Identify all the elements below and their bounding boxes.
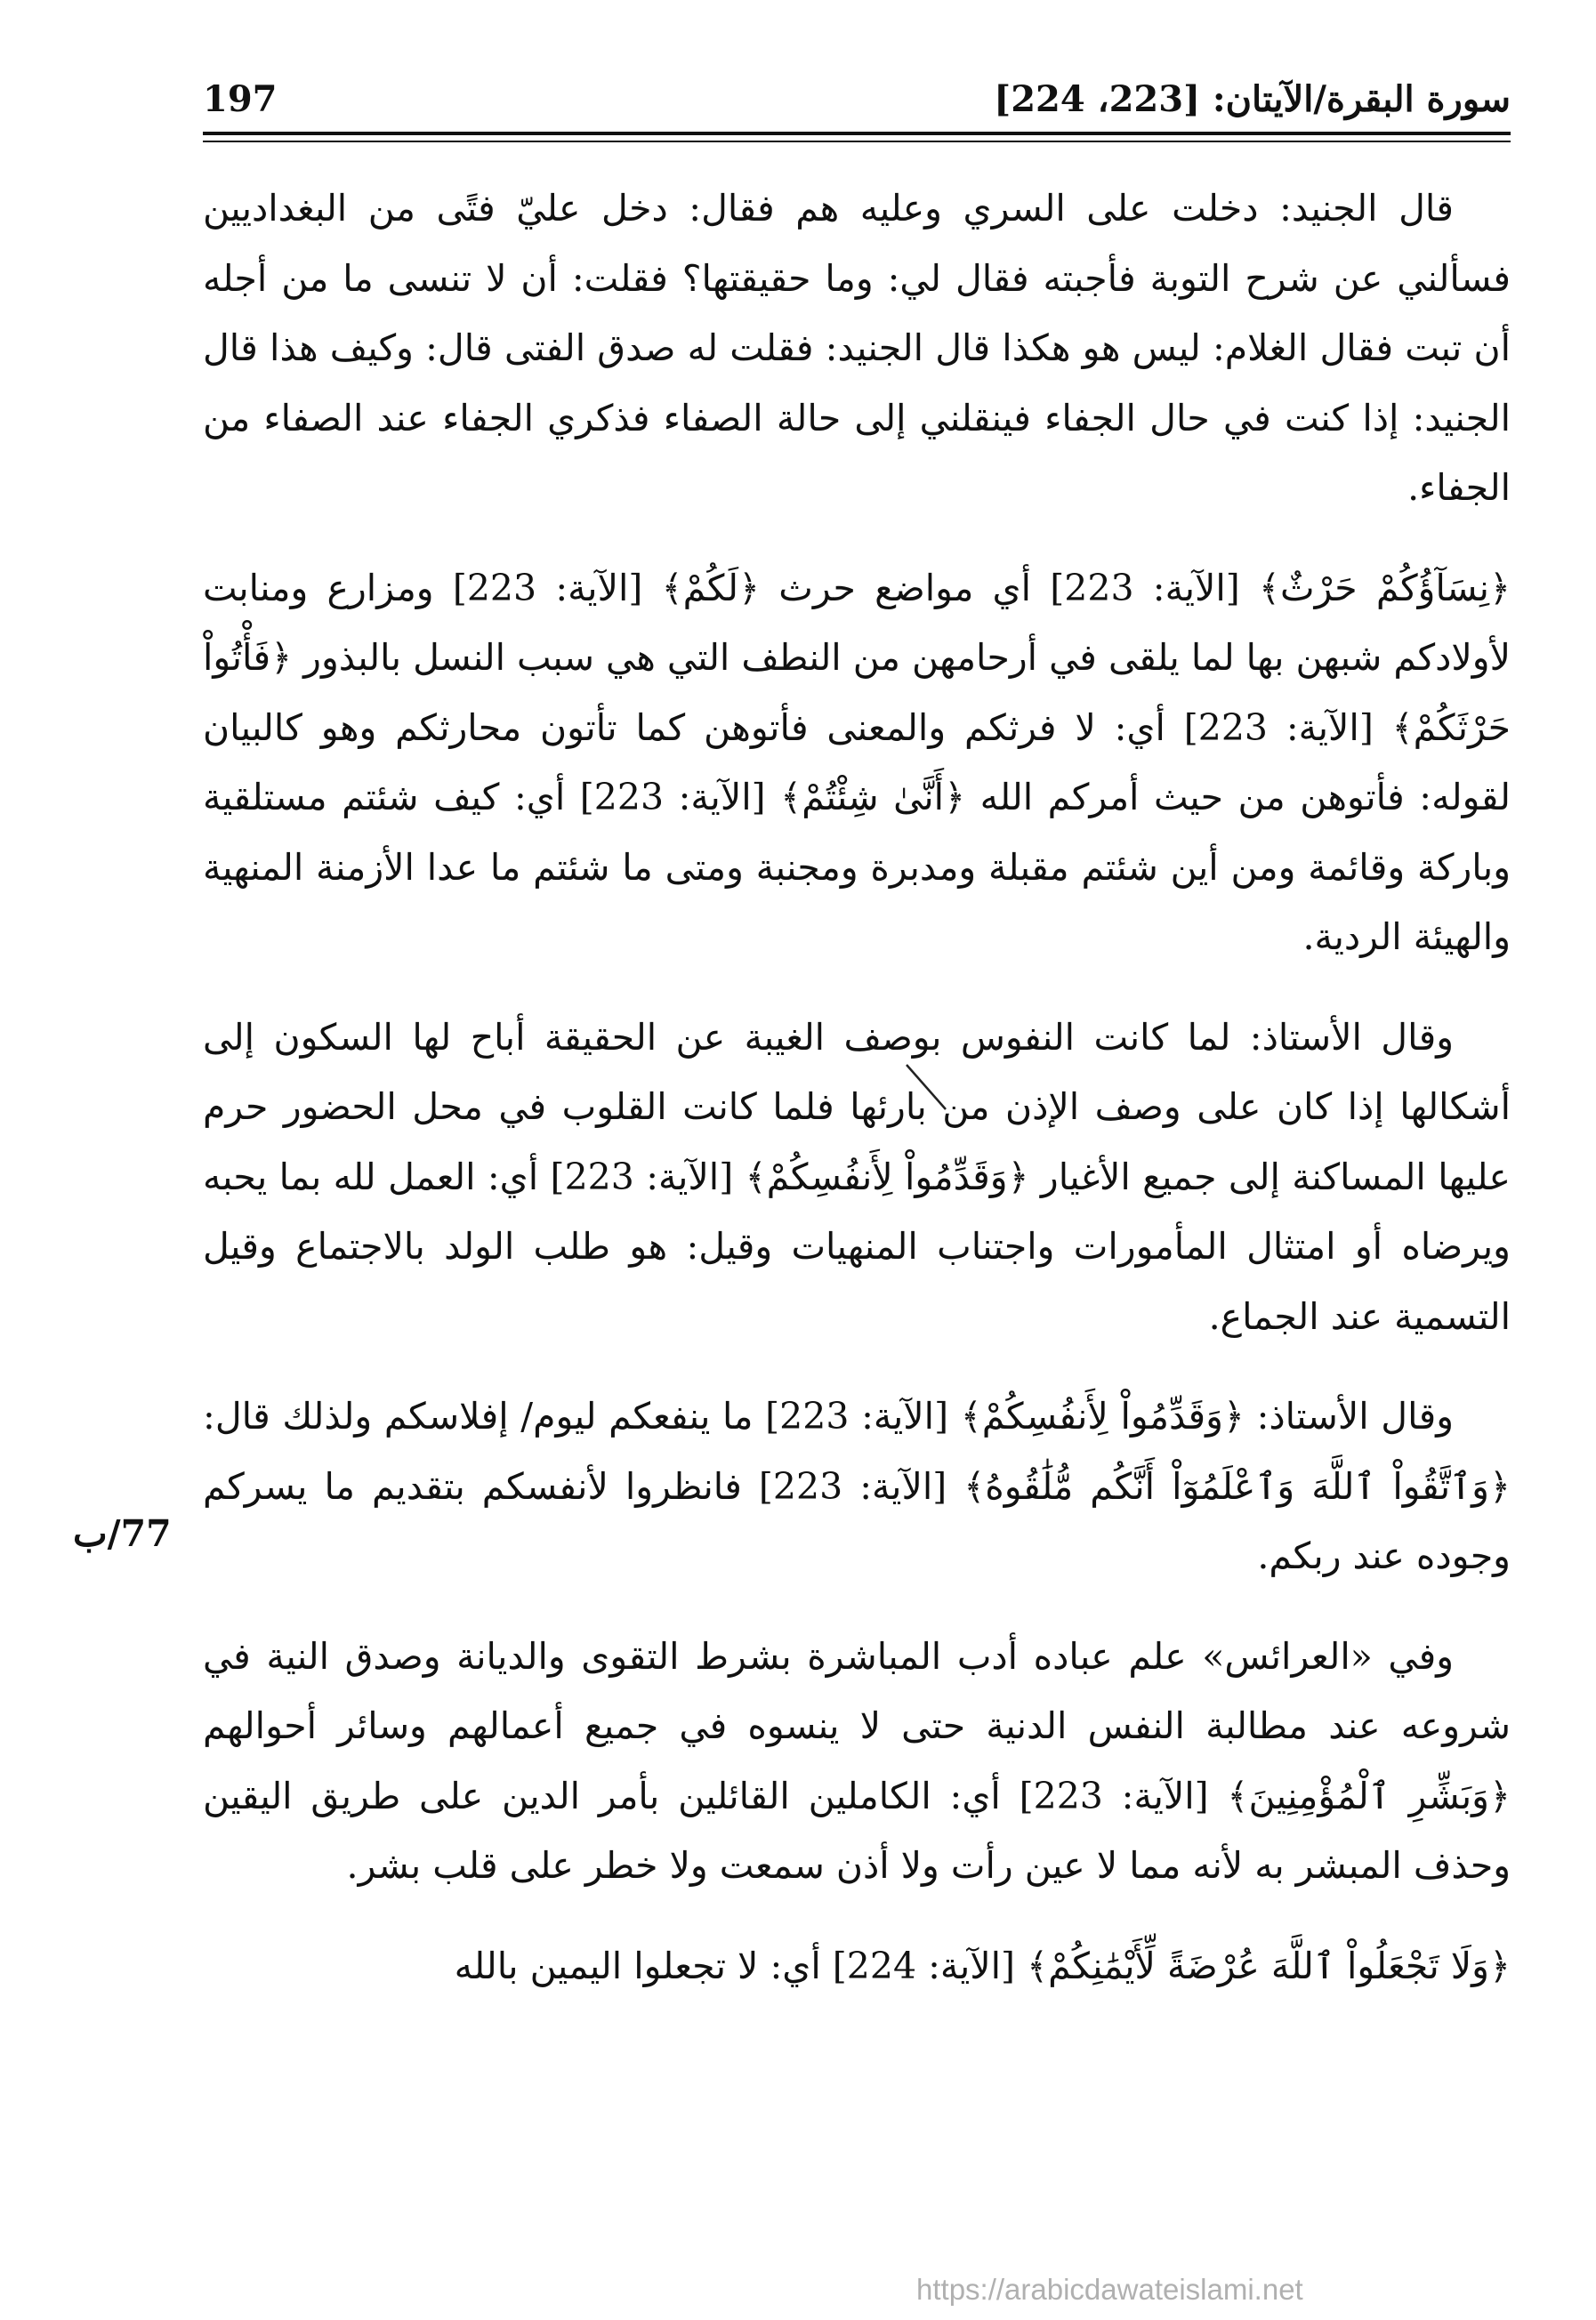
header-rule-thick xyxy=(203,132,1511,135)
paragraph-wala-tajalu: ﴿وَلَا تَجْعَلُواْ ٱللَّهَ عُرْضَةً لِّأَيْمَٰنِكُمْ﴾ [الآية: 224] أي: لا تجعلوا اليمين بالله xyxy=(454,1944,1511,1987)
paragraph-ustadh-2: وقال الأستاذ: ﴿وَقَدِّمُواْ لِأَنفُسِكُمْ﴾ [الآية: 223] ما ينفعكم ليوم/ إفلاسكم ولذلك قال: ﴿وَٱتَّقُواْ ٱللَّهَ وَٱعْلَمُوٓاْ أَنَّكُم مُّلَٰقُوهُ﴾ [الآية: 223] فانظروا لأنفسكم بتقديم ما يسركم وجوده عند ربكم. xyxy=(203,1395,1511,1577)
paragraph-junayd: قال الجنيد: دخلت على السري وعليه هم فقال: دخل عليّ فتًى من البغداديين فسألني عن شرح التوبة فأجبته فقال لي: وما حقيقتها؟ فقلت: أن لا تنسى ما من أجله أن تبت فقال الغلام: ليس هو هكذا قال الجنيد: فقلت له صدق الفتى قال: وكيف هذا قال الجنيد: إذا كنت في حال الجفاء فينقلني إلى حالة الصفاء فذكري الجفاء عند الصفاء من الجفاء. xyxy=(203,187,1511,509)
page-header xyxy=(203,69,1511,141)
paragraph-nisaukum: ﴿نِسَآؤُكُمْ حَرْثٌ﴾ [الآية: 223] أي مواضع حرث ﴿لَكُمْ﴾ [الآية: 223] ومزارع ومنابت لأولادكم شبهن بها لما يلقى في أرحامهن من النطف التي هي سبب النسل بالبذور ﴿فَأْتُواْ حَرْثَكُمْ﴾ [الآية: 223] أي: لا فرثكم والمعنى فأتوهن كما تأتون محارثكم وهو كالبيان لقوله: فأتوهن من حيث أمركم الله ﴿أَنَّىٰ شِئْتُمْ﴾ [الآية: 223] أي: كيف شئتم مستلقية وباركة وقائمة ومن أين شئتم مقبلة ومدبرة ومجنبة ومتى ما شئتم ما عدا الأزمنة المنهية والهيئة الردية. xyxy=(203,566,1511,958)
paragraph-ustadh-1: وقال الأستاذ: لما كانت النفوس بوصف الغيبة عن الحقيقة أباح لها السكون إلى أشكالها إذا كان على وصف الإذن من بارئها فلما كانت القلوب في محل الحضور حرم عليها المساكنة إلى جميع الأغيار ﴿وَقَدِّمُواْ لِأَنفُسِكُمْ﴾ [الآية: 223] أي: العمل لله بما يحبه ويرضاه أو امتثال المأمورات واجتناب المنهيات وقيل: هو طلب الولد بالاجتماع وقيل التسمية عند الجماع. xyxy=(203,1015,1511,1338)
body-text xyxy=(203,173,1511,2031)
pen-stroke-mark xyxy=(903,1063,956,1116)
watermark-url: https://arabicdawateislami.net xyxy=(916,2273,1303,2306)
running-title: سورة البقرة/الآيتان: [223، 224] xyxy=(994,78,1511,120)
margin-folio-note: 77/ب xyxy=(73,1512,172,1555)
header-rule-thin xyxy=(203,141,1511,142)
paragraph-araais: وفي «العرائس» علم عباده أدب المباشرة بشرط التقوى والديانة وصدق النية في شروعه عند مطالبة النفس الدنية حتى لا ينسوه في جميع أعمالهم وسائر أحوالهم ﴿وَبَشِّرِ ٱلْمُؤْمِنِينَ﴾ [الآية: 223] أي: الكاملين القائلين بأمر الدين على طريق اليقين وحذف المبشر به لأنه مما لا عين رأت ولا أذن سمعت ولا خطر على قلب بشر. xyxy=(203,1634,1511,1887)
page-number: 197 xyxy=(203,78,278,120)
